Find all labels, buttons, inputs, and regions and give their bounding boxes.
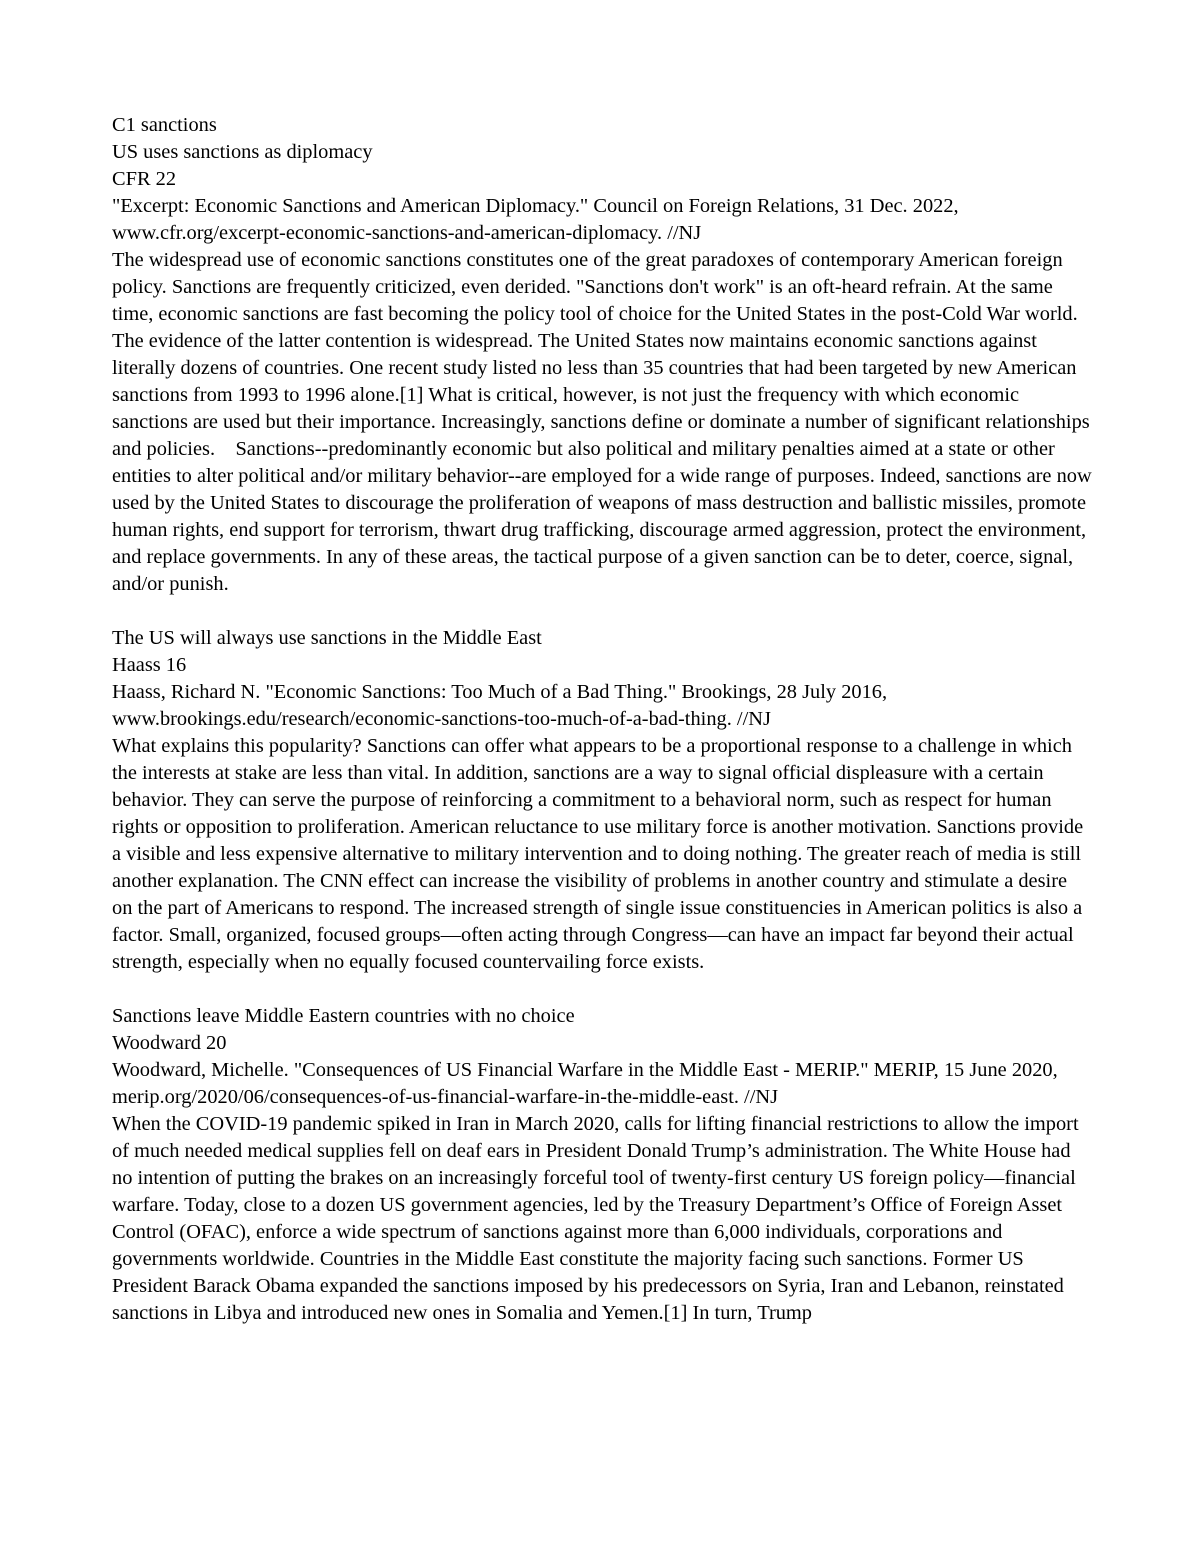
card-cite-full: Haass, Richard N. "Economic Sanctions: Too Much of a Bad Thing." Brookings, 28 July 2016, www.brookings.edu/research/economic-sanctions-too-much-of-a-bad-thing. //NJ	[112, 681, 893, 730]
card-tag: Sanctions leave Middle Eastern countries with no choice	[112, 1005, 575, 1027]
card-body: The widespread use of economic sanctions constitutes one of the great paradoxes of contemporary American foreign policy. Sanctions are frequently criticized, even derided. "Sanctions don't work" is an oft-heard refrain. At the same time, economic sanctions are fast becoming the policy tool of choice for the United States in the post-Cold War world. The evidence of the latter contention is widespread. The United States now maintains economic sanctions against literally dozens of countries. One recent study listed no less than 35 countries that had been targeted by new American sanctions from 1993 to 1996 alone.[1] What is critical, however, is not just the frequency with which economic sanctions are used but their importance. Increasingly, sanctions define or dominate a number of significant relationships and policies. Sanctions--predominantly economic but also political and military penalties aimed at a state or other entities to alter political and/or military behavior--are employed for a wide range of purposes. Indeed, sanctions are now used by the United States to discourage the proliferation of weapons of mass destruction and ballistic missiles, promote human rights, end support for terrorism, thwart drug trafficking, discourage armed aggression, protect the environment, and replace governments. In any of these areas, the tactical purpose of a given sanction can be to deter, coerce, signal, and/or punish.	[112, 249, 1098, 595]
document-page	[112, 112, 1098, 1327]
card-cfr	[112, 112, 1098, 598]
card-body: When the COVID-19 pandemic spiked in Iran in March 2020, calls for lifting financial restrictions to allow the import of much needed medical supplies fell on deaf ears in President Donald Trump’s administration. The White House had no intention of putting the brakes on an increasingly forceful tool of twenty-first century US foreign policy—financial warfare. Today, close to a dozen US government agencies, led by the Treasury Department’s Office of Foreign Asset Control (OFAC), enforce a wide spectrum of sanctions against more than 6,000 individuals, corporations and governments worldwide. Countries in the Middle East constitute the majority facing such sanctions. Former US President Barack Obama expanded the sanctions imposed by his predecessors on Syria, Iran and Lebanon, reinstated sanctions in Libya and introduced new ones in Somalia and Yemen.[1] In turn, Trump	[112, 1113, 1084, 1324]
paragraph-gap	[112, 976, 1092, 1003]
card-body: What explains this popularity? Sanctions can offer what appears to be a proportional response to a challenge in which the interests at stake are less than vital. In addition, sanctions are a way to signal official displeasure with a certain behavior. They can serve the purpose of reinforcing a commitment to a behavioral norm, such as respect for human rights or opposition to proliferation. American reluctance to use military force is another motivation. Sanctions provide a visible and less expensive alternative to military intervention and to doing nothing. The greater reach of media is still another explanation. The CNN effect can increase the visibility of problems in another country and stimulate a desire on the part of Americans to respond. The increased strength of single issue constituencies in American politics is also a factor. Small, organized, focused groups—often acting through Congress—can have an impact far beyond their actual strength, especially when no equally focused countervailing force exists.	[112, 735, 1089, 973]
paragraph-gap	[112, 598, 1092, 625]
card-tag: US uses sanctions as diplomacy	[112, 141, 373, 163]
card-tag: The US will always use sanctions in the Middle East	[112, 627, 542, 649]
card-cite-full: "Excerpt: Economic Sanctions and American Diplomacy." Council on Foreign Relations, 31 Dec. 2022, www.cfr.org/excerpt-economic-sanctions-and-american-diplomacy. //NJ	[112, 195, 964, 244]
card-cite-full: Woodward, Michelle. "Consequences of US Financial Warfare in the Middle East - MERIP." MERIP, 15 June 2020, merip.org/2020/06/consequences-of-us-financial-warfare-in-the-middle-east. //NJ	[112, 1059, 1063, 1108]
card-cite-short: Woodward 20	[112, 1032, 227, 1054]
card-cite-short: CFR 22	[112, 168, 177, 190]
card-woodward	[112, 1003, 1092, 1327]
contention-title: C1 sanctions	[112, 114, 217, 136]
card-haass	[112, 625, 1092, 976]
card-cite-short: Haass 16	[112, 654, 187, 676]
